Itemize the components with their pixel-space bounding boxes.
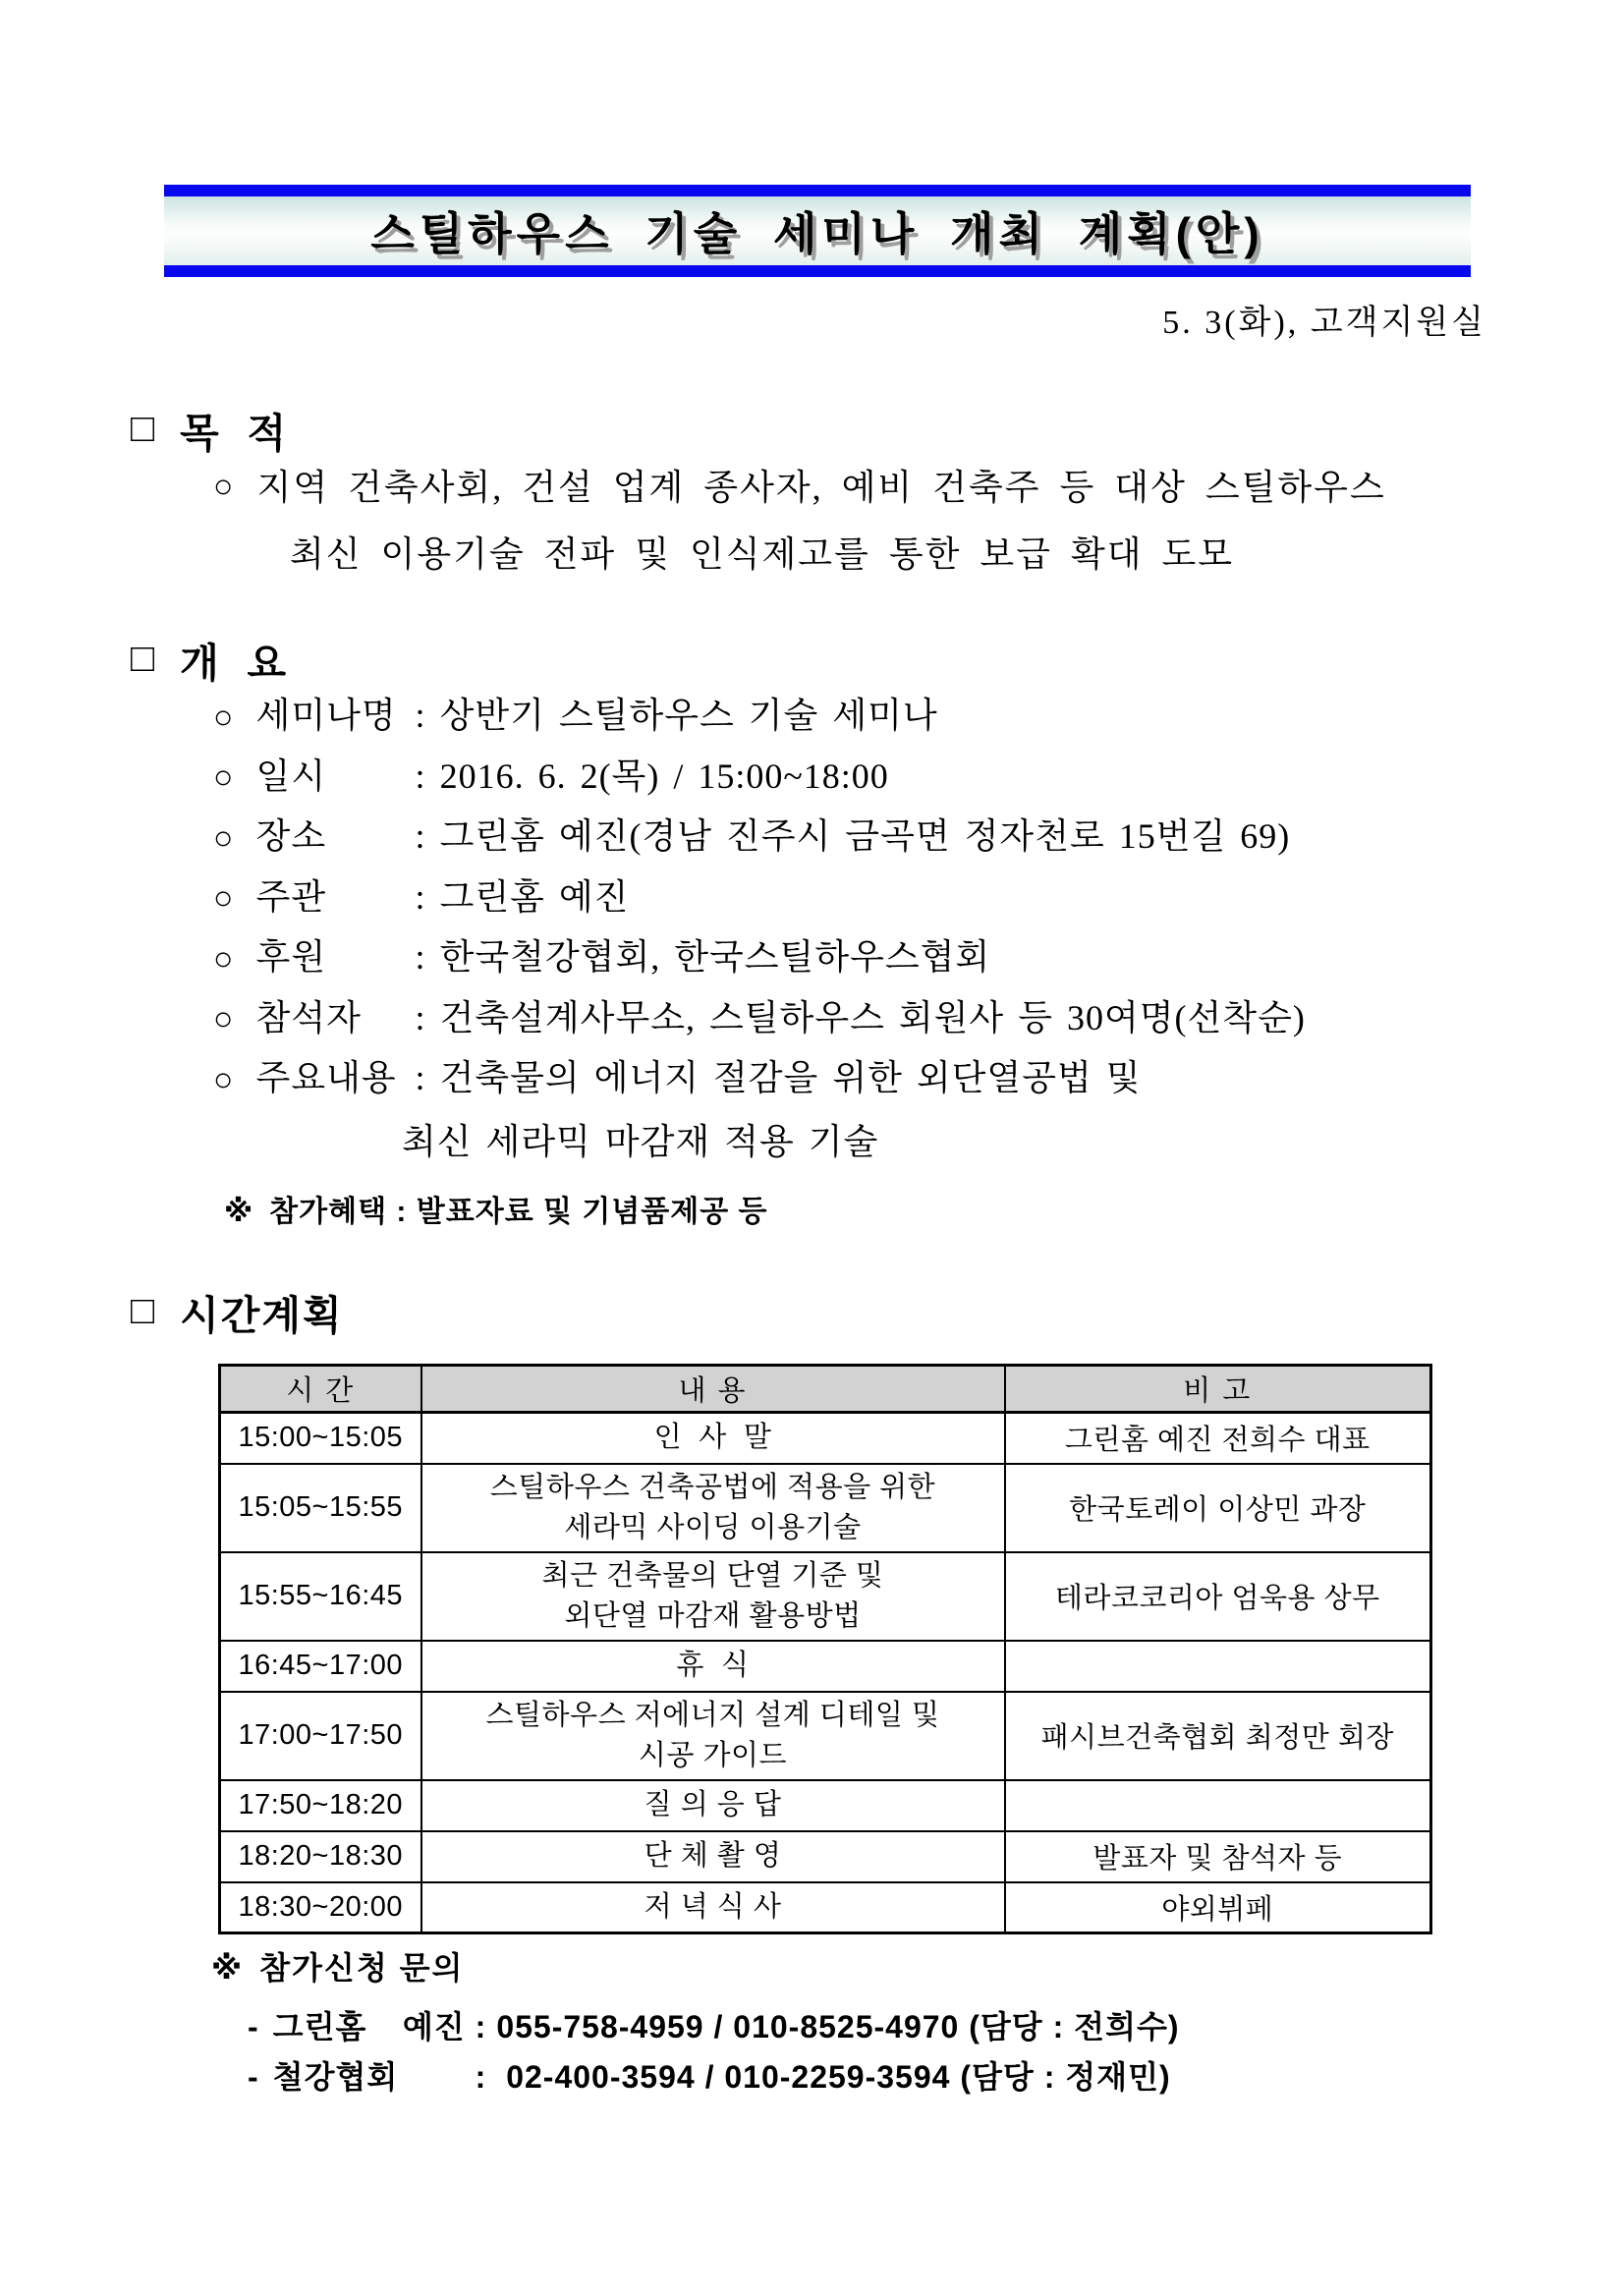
content-line: 시공 가이드 <box>638 1739 788 1771</box>
overview-item-value: 한국철강협회, 한국스틸하우스협회 <box>439 937 991 977</box>
circle-bullet-icon: ○ <box>213 1061 235 1098</box>
content-line: 단 체 촬 영 <box>644 1840 782 1872</box>
content-line: 인 사 말 <box>653 1422 772 1454</box>
table-row <box>220 1882 1431 1933</box>
cell-time: 18:30~20:00 <box>220 1882 421 1933</box>
content-line: 휴 식 <box>676 1650 750 1681</box>
cell-content <box>421 1692 1005 1780</box>
table-row <box>220 1464 1431 1552</box>
banner-bottom-bar <box>164 265 1471 277</box>
circle-bullet-icon: ○ <box>213 759 235 797</box>
title-banner <box>164 185 1471 277</box>
column-header-time: 시 간 <box>220 1366 421 1413</box>
circle-bullet-icon: ○ <box>213 880 235 918</box>
overview-item-organizer <box>213 869 1549 930</box>
column-header-note: 비 고 <box>1005 1366 1431 1413</box>
cell-time: 17:00~17:50 <box>220 1692 421 1780</box>
dash-bullet-icon: - <box>248 2009 259 2044</box>
contact-heading-text: 참가신청 문의 <box>259 1950 465 1986</box>
table-row <box>220 1413 1431 1464</box>
overview-item-label: 주관 <box>255 876 327 917</box>
cell-note: 야외뷔페 <box>1005 1882 1431 1933</box>
overview-item-label: 주요내용 <box>255 1058 397 1097</box>
overview-item-datetime <box>213 749 1549 810</box>
table-header-row <box>220 1366 1431 1413</box>
contact-heading <box>211 1943 1180 1988</box>
participation-benefit-note <box>224 1187 768 1230</box>
circle-bullet-icon: ○ <box>213 469 236 505</box>
overview-item-place <box>213 809 1549 869</box>
cell-content <box>421 1780 1005 1831</box>
cell-note: 그린홈 예진 전희수 대표 <box>1005 1413 1431 1464</box>
overview-item-list <box>213 688 1549 1173</box>
banner-body <box>164 196 1471 265</box>
contact-phone-value: 02-400-3594 / 010-2259-3594 (담당 : 정재민) <box>496 2059 1171 2095</box>
overview-item-seminar-name <box>213 688 1549 749</box>
cell-note: 한국토레이 이상민 과장 <box>1005 1464 1431 1552</box>
contact-phone-value: 055-758-4959 / 010-8525-4970 (담당 : 전희수) <box>496 2009 1180 2044</box>
cell-time: 17:50~18:20 <box>220 1780 421 1831</box>
cell-time: 18:20~18:30 <box>220 1831 421 1882</box>
colon-separator: : <box>415 816 426 856</box>
content-line: 질 의 응 답 <box>644 1789 782 1820</box>
cell-content <box>421 1882 1005 1933</box>
purpose-text-line2: 최신 이용기술 전파 및 인식제고를 통한 보급 확대 도모 <box>290 534 1235 574</box>
overview-heading-label: 개 요 <box>180 641 289 686</box>
overview-item-value: 그린홈 예진(경남 진주시 금곡면 정자천로 15번길 69) <box>439 816 1291 856</box>
circle-bullet-icon: ○ <box>213 1001 235 1038</box>
overview-item-value: 2016. 6. 2(목) / 15:00~18:00 <box>439 756 889 796</box>
contact-line-steel-association <box>248 2052 1180 2102</box>
column-header-content: 내 용 <box>421 1366 1005 1413</box>
colon-separator: : <box>415 937 426 977</box>
colon-separator: : <box>415 696 426 735</box>
overview-item-main-content <box>213 1050 1549 1111</box>
reference-mark-icon: ※ <box>224 1196 254 1228</box>
content-line: 세라믹 사이딩 이용기술 <box>564 1511 862 1543</box>
table-row <box>220 1641 1431 1692</box>
table-row <box>220 1692 1431 1780</box>
cell-note: 테라코코리아 엄욱용 상무 <box>1005 1552 1431 1641</box>
square-bullet-icon: □ <box>131 636 157 680</box>
benefit-note-text: 참가혜택 : 발표자료 및 기념품제공 등 <box>269 1196 768 1228</box>
schedule-table <box>218 1364 1432 1934</box>
table-row <box>220 1780 1431 1831</box>
schedule-heading-label: 시간계획 <box>180 1293 344 1338</box>
document-title: 스틸하우스 기술 세미나 개최 계획(안) <box>370 208 1264 259</box>
content-line: 외단열 마감재 활용방법 <box>564 1599 862 1632</box>
cell-time: 15:00~15:05 <box>220 1413 421 1464</box>
contact-line-list <box>248 2002 1180 2102</box>
circle-bullet-icon: ○ <box>213 819 235 857</box>
document-date-department: 5. 3(화), 고객지원실 <box>1162 305 1486 341</box>
reference-mark-icon: ※ <box>211 1950 245 1986</box>
cell-time: 15:05~15:55 <box>220 1464 421 1552</box>
content-line: 스틸하우스 저에너지 설계 디테일 및 <box>485 1699 940 1731</box>
circle-bullet-icon: ○ <box>213 940 235 978</box>
content-line: 스틸하우스 건축공법에 적용을 위한 <box>489 1471 936 1503</box>
cell-note <box>1005 1641 1431 1692</box>
square-bullet-icon: □ <box>131 406 157 450</box>
banner-top-bar <box>164 185 1471 196</box>
cell-note: 발표자 및 참석자 등 <box>1005 1831 1431 1882</box>
content-line: 저 녁 식 사 <box>644 1890 782 1923</box>
contact-org-label: 철강협회 <box>272 2059 399 2095</box>
section-heading-schedule <box>131 1283 344 1341</box>
colon-separator: : <box>415 876 426 917</box>
colon-separator: : <box>415 1058 426 1097</box>
overview-item-attendees <box>213 990 1549 1051</box>
colon-separator: : <box>475 2059 487 2095</box>
contact-org-label: 그린홈 예진 <box>272 2009 466 2044</box>
table-row <box>220 1831 1431 1882</box>
overview-item-value: 건축설계사무소, 스틸하우스 회원사 등 30여명(선착순) <box>439 997 1306 1037</box>
purpose-text-line1: 지역 건축사회, 건설 업계 종사자, 예비 건축주 등 대상 스틸하우스 <box>256 468 1386 507</box>
purpose-bullet-item <box>213 454 1520 588</box>
overview-item-value: 상반기 스틸하우스 기술 세미나 <box>439 696 938 735</box>
section-heading-purpose <box>131 401 288 459</box>
section-heading-overview <box>131 631 288 689</box>
overview-item-label: 후원 <box>255 937 327 977</box>
colon-separator: : <box>415 756 426 796</box>
square-bullet-icon: □ <box>131 1288 157 1332</box>
overview-item-label: 장소 <box>255 816 327 856</box>
overview-item-value: 건축물의 에너지 절감을 위한 외단열공법 및 <box>439 1058 1142 1097</box>
cell-content <box>421 1464 1005 1552</box>
overview-item-label: 일시 <box>255 756 327 796</box>
overview-main-content-line2: 최신 세라믹 마감재 적용 기술 <box>402 1121 879 1161</box>
contact-line-greenhome <box>248 2002 1180 2052</box>
cell-content <box>421 1831 1005 1882</box>
purpose-heading-label: 목 적 <box>180 411 289 456</box>
content-line: 최근 건축물의 단열 기준 및 <box>541 1559 884 1592</box>
dash-bullet-icon: - <box>248 2059 259 2095</box>
colon-separator: : <box>415 997 426 1037</box>
cell-note <box>1005 1780 1431 1831</box>
overview-item-sponsor <box>213 929 1549 990</box>
cell-note: 패시브건축협회 최정만 회장 <box>1005 1692 1431 1780</box>
circle-bullet-icon: ○ <box>213 699 235 736</box>
cell-content <box>421 1413 1005 1464</box>
overview-item-value: 그린홈 예진 <box>439 876 630 917</box>
cell-content <box>421 1641 1005 1692</box>
overview-item-label: 참석자 <box>255 997 362 1037</box>
cell-content <box>421 1552 1005 1641</box>
overview-item-label: 세미나명 <box>255 696 397 735</box>
cell-time: 16:45~17:00 <box>220 1641 421 1692</box>
colon-separator: : <box>475 2009 487 2044</box>
table-row <box>220 1552 1431 1641</box>
registration-contact-section <box>211 1943 1180 2102</box>
cell-time: 15:55~16:45 <box>220 1552 421 1641</box>
